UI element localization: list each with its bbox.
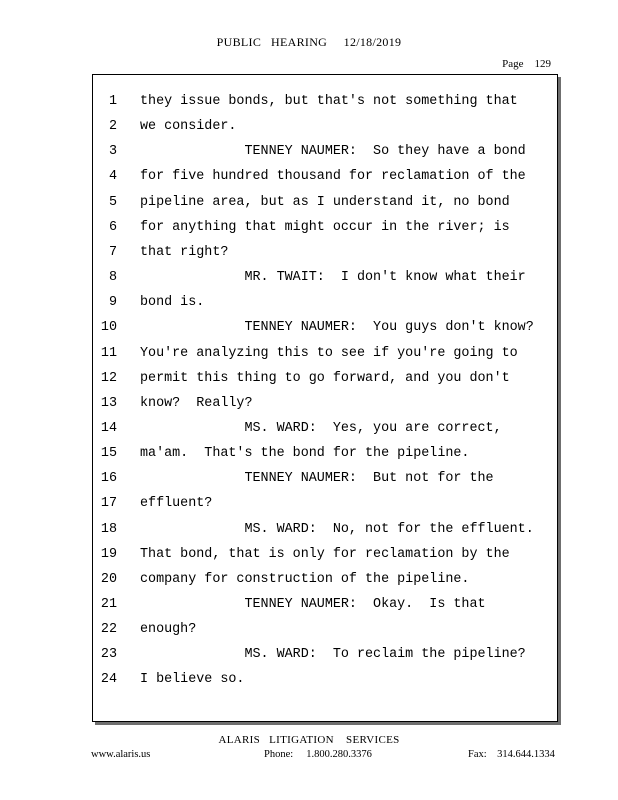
line-number: 17 <box>100 496 117 512</box>
line-text: effluent? <box>140 496 213 512</box>
line-text: TENNEY NAUMER: But not for the <box>140 471 494 487</box>
line-text: That bond, that is only for reclamation by the <box>140 546 510 562</box>
footer-website: www.alaris.us <box>91 749 151 760</box>
line-number: 7 <box>108 244 117 260</box>
line-text: TENNEY NAUMER: Okay. Is that <box>140 597 486 612</box>
line-number: 8 <box>108 270 117 286</box>
line-number: 20 <box>100 571 117 587</box>
line-number: 24 <box>100 672 117 688</box>
line-number: 19 <box>100 546 117 562</box>
line-number: 4 <box>108 169 117 185</box>
transcript-box <box>92 74 558 722</box>
line-number: 23 <box>100 647 117 663</box>
footer-company: ALARIS LITIGATION SERVICES <box>218 734 400 746</box>
line-text: we consider. <box>140 119 237 135</box>
line-number: 22 <box>100 622 117 638</box>
footer-fax: Fax: 314.644.1334 <box>468 749 555 760</box>
line-text: I believe so. <box>140 672 245 688</box>
header-title: PUBLIC HEARING 12/18/2019 <box>216 35 402 49</box>
line-text: that right? <box>140 244 229 260</box>
line-number: 6 <box>108 219 117 235</box>
page-number: Page 129 <box>502 58 551 70</box>
line-text: TENNEY NAUMER: You guys don't know? <box>140 320 534 336</box>
line-number: 13 <box>100 395 117 411</box>
line-number: 10 <box>100 320 117 336</box>
line-text: for anything that might occur in the river; is <box>140 219 510 235</box>
line-text: MS. WARD: To reclaim the pipeline? <box>140 647 526 663</box>
line-number: 5 <box>108 194 117 210</box>
line-number: 14 <box>100 420 117 436</box>
line-number: 15 <box>100 446 117 462</box>
line-text: You're analyzing this to see if you're going to <box>140 345 518 361</box>
line-text: they issue bonds, but that's not something that <box>140 94 518 109</box>
footer-phone: Phone: 1.800.280.3376 <box>264 749 372 760</box>
line-number: 1 <box>108 94 117 109</box>
line-text: TENNEY NAUMER: So they have a bond <box>140 144 526 160</box>
line-number: 18 <box>100 521 117 537</box>
line-text: pipeline area, but as I understand it, no bond <box>140 194 510 210</box>
line-number: 2 <box>108 119 117 135</box>
line-text: know? Really? <box>140 395 253 411</box>
line-number: 16 <box>100 471 117 487</box>
line-text: permit this thing to go forward, and you don't <box>140 370 510 386</box>
line-text: ma'am. That's the bond for the pipeline. <box>140 446 470 462</box>
line-number: 9 <box>108 295 117 311</box>
line-text: MR. TWAIT: I don't know what their <box>140 270 526 286</box>
line-text: bond is. <box>140 295 205 311</box>
line-number: 11 <box>100 345 117 361</box>
line-text: MS. WARD: Yes, you are correct, <box>140 420 502 436</box>
line-text: enough? <box>140 622 197 638</box>
line-text: for five hundred thousand for reclamation of the <box>140 169 526 185</box>
line-number: 12 <box>100 370 117 386</box>
line-text: company for construction of the pipeline. <box>140 571 470 587</box>
line-number: 3 <box>108 144 117 160</box>
line-text: MS. WARD: No, not for the effluent. <box>140 521 534 537</box>
line-number: 21 <box>100 597 117 612</box>
